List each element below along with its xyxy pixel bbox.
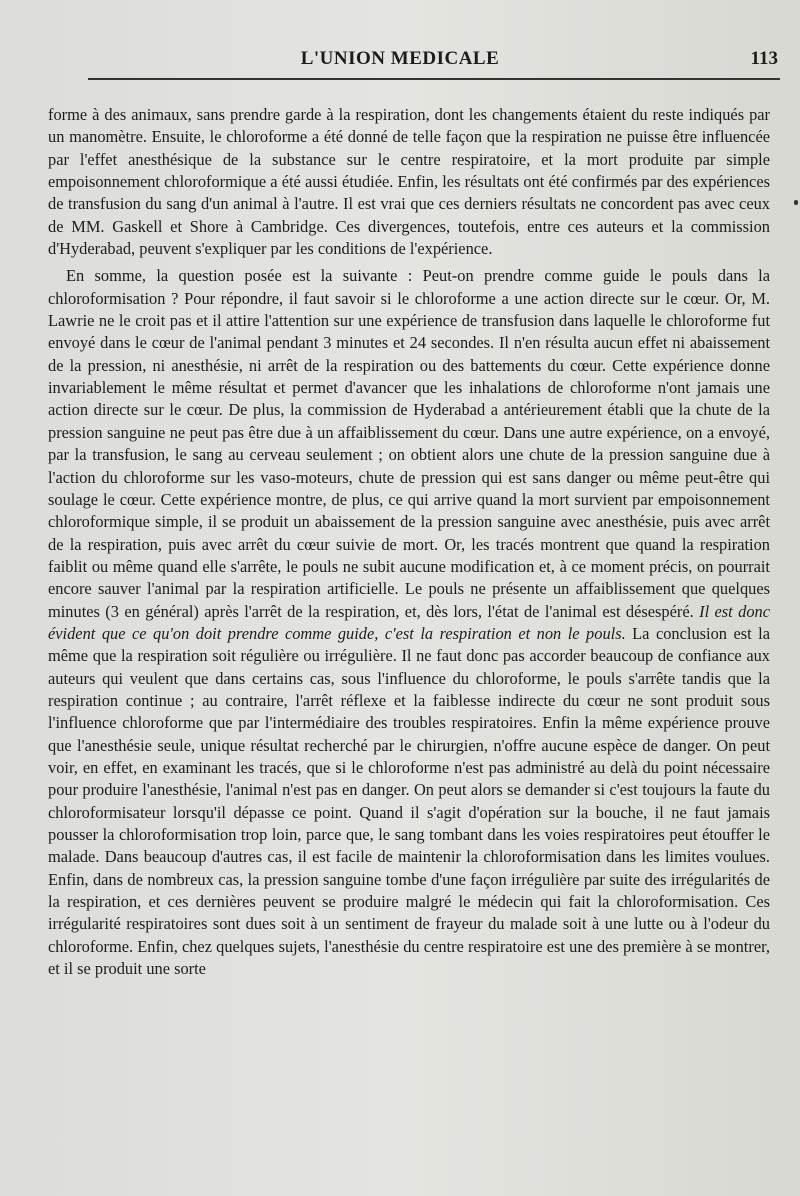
body-text (48, 104, 770, 980)
running-head: L'UNION MEDICALE (300, 48, 500, 69)
paragraph-2-start: En somme, la question posée est la suivante : Peut-on prendre comme guide le pouls dans la chloroformisation ? Pour répondre, il faut savoir si le chloroforme a une action directe sur le cœur. Or, M. Lawrie ne le croit pas et il attire l'attention sur une expérience de transfusion dans laquelle le chloroforme fut envoyé dans le cœur de l'animal pendant 3 minutes et 24 secondes. Il n'en résulta aucun effet ni abaissement de la pression, ni anesthésie, ni arrêt de la respiration ou des battements du cœur. Cette expérience donne invariablement le même résultat et permet d'avancer que les inhalations de chloroforme n'ont jamais une action directe sur le cœur. De plus, la commission de Hyderabad a antérieurement établi que la chute de la pression sanguine ne peut pas être due à un affaiblissement du cœur. Dans une autre expérience, on a envoyé, par la transfusion, le sang au cerveau seulement ; on obtient alors une chute de la pression sanguine due à l'action du chloroforme sur les vaso-moteurs, chute de pression qui est sans danger ou même peut-être qui soulage le cœur. Cette expérience montre, de plus, ce qui arrive quand la mort survient par empoisonnement chloroformique simple, il se produit un abaissement de la pression sanguine avec anesthésie, puis avec arrêt de la respiration, puis avec arrêt du cœur suivie de mort. Or, les tracés montrent que quand la respiration faiblit ou même quand elle s'arrête, le pouls ne subit aucune modification et, à ce moment précis, on pourrait encore sauver l'animal par la respiration artificielle. Le pouls ne présente un affaiblissement que quelques minutes (3 en général) après l'arrêt de la respiration, et, dès lors, l'état de l'animal est désespéré. (48, 266, 770, 621)
ink-speck (794, 200, 798, 205)
header-rule (88, 78, 780, 80)
paragraph-2-italic: Il est donc évident que ce qu'on doit prendre comme guide, c'est la respiration et non le pouls. (48, 601, 770, 643)
page-number: 113 (750, 48, 778, 69)
paragraph-2 (48, 265, 770, 980)
paragraph-2-end: La conclusion est la même que la respiration soit régulière ou irrégulière. Il ne faut donc pas accorder beaucoup de confiance aux auteurs qui veulent que dans certains cas, sous l'influence du chloroforme, le pouls s'arrête tandis que la respiration continue ; au contraire, l'arrêt réflexe et la faiblesse indirecte du cœur ne sont produit sous l'influence chloroforme que par l'intermédiaire des troubles respiratoires. Enfin la même expérience prouve que l'anesthésie seule, unique résultat recherché par le chirurgien, n'offre aucune espèce de danger. On peut voir, en effet, en examinant les tracés, que si le chloroforme n'est pas administré au delà du point nécessaire pour produire l'anesthésie, l'animal n'est pas en danger. On peut alors se demander si c'est toujours la faute du chloroformisateur lorsqu'il dépasse ce point. Quand il s'agit d'opération sur la bouche, il ne faut jamais pousser la chloroformisation trop loin, parce que, le sang tombant dans les voies respiratoires peut étouffer le malade. Dans beaucoup d'autres cas, il est facile de maintenir la chloroformisation dans les limites voulues. Enfin, dans de nombreux cas, la pression sanguine tombe d'une façon irrégulière par suite des irrégularités de la respiration, et ces dernières peuvent se produire malgré le médecin qui fait la chloroformisation. Ces irrégularité respiratoires sont dues soit à un sentiment de frayeur du malade soit à une lutte ou à l'odeur du chloroforme. Enfin, chez quelques sujets, l'anesthésie du centre respiratoire est une des première à se montrer, et il se produit une sorte (48, 623, 770, 979)
paragraph-1: forme à des animaux, sans prendre garde à la respiration, dont les changements étaient du reste indiqués par un manomètre. Ensuite, le chloroforme a été donné de telle façon que la respiration ne puisse être influencée par l'effet anesthésique de la substance sur le centre respiratoire, et la mort produite par simple empoisonnement chloroformique a été aussi étudiée. Enfin, les résultats ont été confirmés par des expériences de transfusion du sang d'un animal à l'autre. Il est vrai que ces derniers résultats ne concordent pas avec ceux de MM. Gaskell et Shore à Cambridge. Ces divergences, toutefois, entre ces auteurs et la commission d'Hyderabad, peuvent s'expliquer par les conditions de l'expérience. (48, 105, 770, 259)
page-header (0, 42, 800, 82)
